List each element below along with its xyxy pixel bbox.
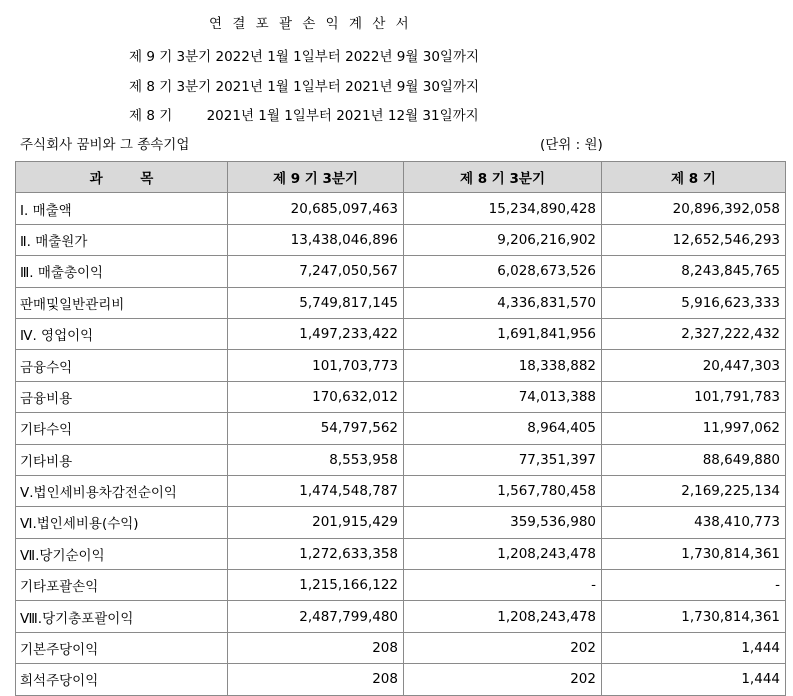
account-name-cell: 기본주당이익 <box>16 632 228 663</box>
unit-label: (단위 : 원) <box>540 137 603 153</box>
amount-cell: 13,438,046,896 <box>228 224 404 255</box>
amount-cell: 1,444 <box>602 632 786 663</box>
table-row <box>16 381 786 412</box>
amount-cell: 4,336,831,570 <box>404 287 602 318</box>
account-name-cell: 금융비용 <box>16 381 228 412</box>
amount-cell: 201,915,429 <box>228 507 404 538</box>
account-name-cell: 기타수익 <box>16 413 228 444</box>
account-name-cell: Ⅳ. 영업이익 <box>16 318 228 349</box>
amount-cell: 20,896,392,058 <box>602 193 786 224</box>
account-name-cell: Ⅵ.법인세비용(수익) <box>16 507 228 538</box>
period-line-prior-year: 제 8 기 2021년 1월 1일부터 2021년 12월 31일까지 <box>129 108 479 124</box>
amount-cell: 202 <box>404 664 602 695</box>
table-row <box>16 318 786 349</box>
table-row <box>16 444 786 475</box>
amount-cell: 2,487,799,480 <box>228 601 404 632</box>
amount-cell: 8,553,958 <box>228 444 404 475</box>
table-row <box>16 350 786 381</box>
account-name-cell: Ⅶ.당기순이익 <box>16 538 228 569</box>
amount-cell: 1,208,243,478 <box>404 601 602 632</box>
table-row <box>16 507 786 538</box>
account-name-cell: Ⅲ. 매출총이익 <box>16 256 228 287</box>
amount-cell: 5,916,623,333 <box>602 287 786 318</box>
account-name-cell: 희석주당이익 <box>16 664 228 695</box>
column-header-account: 과 목 <box>16 162 228 193</box>
amount-cell: - <box>602 570 786 601</box>
amount-cell: 20,447,303 <box>602 350 786 381</box>
table-row <box>16 538 786 569</box>
amount-cell: 1,474,548,787 <box>228 475 404 506</box>
table-row <box>16 413 786 444</box>
account-name-cell: Ⅷ.당기총포괄이익 <box>16 601 228 632</box>
table-row <box>16 570 786 601</box>
column-header-prior-year: 제 8 기 <box>602 162 786 193</box>
amount-cell: 1,691,841,956 <box>404 318 602 349</box>
amount-cell: 170,632,012 <box>228 381 404 412</box>
amount-cell: 15,234,890,428 <box>404 193 602 224</box>
table-row <box>16 256 786 287</box>
amount-cell: 1,567,780,458 <box>404 475 602 506</box>
amount-cell: 8,243,845,765 <box>602 256 786 287</box>
amount-cell: 101,703,773 <box>228 350 404 381</box>
amount-cell: - <box>404 570 602 601</box>
account-name-cell: Ⅴ.법인세비용차감전순이익 <box>16 475 228 506</box>
amount-cell: 208 <box>228 664 404 695</box>
amount-cell: 1,215,166,122 <box>228 570 404 601</box>
column-header-current-q3: 제 9 기 3분기 <box>228 162 404 193</box>
amount-cell: 208 <box>228 632 404 663</box>
amount-cell: 202 <box>404 632 602 663</box>
amount-cell: 12,652,546,293 <box>602 224 786 255</box>
amount-cell: 1,730,814,361 <box>602 538 786 569</box>
period-line-current: 제 9 기 3분기 2022년 1월 1일부터 2022년 9월 30일까지 <box>129 49 480 65</box>
account-name-cell: 판매및일반관리비 <box>16 287 228 318</box>
amount-cell: 101,791,783 <box>602 381 786 412</box>
amount-cell: 1,730,814,361 <box>602 601 786 632</box>
amount-cell: 7,247,050,567 <box>228 256 404 287</box>
amount-cell: 438,410,773 <box>602 507 786 538</box>
table-row <box>16 632 786 663</box>
table-row <box>16 193 786 224</box>
table-row <box>16 601 786 632</box>
amount-cell: 11,997,062 <box>602 413 786 444</box>
amount-cell: 9,206,216,902 <box>404 224 602 255</box>
amount-cell: 18,338,882 <box>404 350 602 381</box>
amount-cell: 8,964,405 <box>404 413 602 444</box>
statement-title: 연 결 포 괄 손 익 계 산 서 <box>209 16 412 32</box>
amount-cell: 1,497,233,422 <box>228 318 404 349</box>
account-name-cell: Ⅱ. 매출원가 <box>16 224 228 255</box>
account-name-cell: 금융수익 <box>16 350 228 381</box>
table-header-row <box>16 162 786 193</box>
amount-cell: 74,013,388 <box>404 381 602 412</box>
amount-cell: 20,685,097,463 <box>228 193 404 224</box>
amount-cell: 54,797,562 <box>228 413 404 444</box>
table-row <box>16 664 786 695</box>
amount-cell: 2,169,225,134 <box>602 475 786 506</box>
account-name-cell: Ⅰ. 매출액 <box>16 193 228 224</box>
amount-cell: 359,536,980 <box>404 507 602 538</box>
period-line-prior-quarter: 제 8 기 3분기 2021년 1월 1일부터 2021년 9월 30일까지 <box>129 79 480 95</box>
account-name-cell: 기타포괄손익 <box>16 570 228 601</box>
amount-cell: 1,272,633,358 <box>228 538 404 569</box>
table-row <box>16 224 786 255</box>
company-name: 주식회사 꿈비와 그 종속기업 <box>20 137 190 153</box>
amount-cell: 77,351,397 <box>404 444 602 475</box>
column-header-prior-q3: 제 8 기 3분기 <box>404 162 602 193</box>
amount-cell: 1,208,243,478 <box>404 538 602 569</box>
income-statement-table <box>15 161 786 696</box>
table-row <box>16 475 786 506</box>
amount-cell: 6,028,673,526 <box>404 256 602 287</box>
amount-cell: 1,444 <box>602 664 786 695</box>
account-name-cell: 기타비용 <box>16 444 228 475</box>
amount-cell: 5,749,817,145 <box>228 287 404 318</box>
amount-cell: 2,327,222,432 <box>602 318 786 349</box>
table-row <box>16 287 786 318</box>
amount-cell: 88,649,880 <box>602 444 786 475</box>
